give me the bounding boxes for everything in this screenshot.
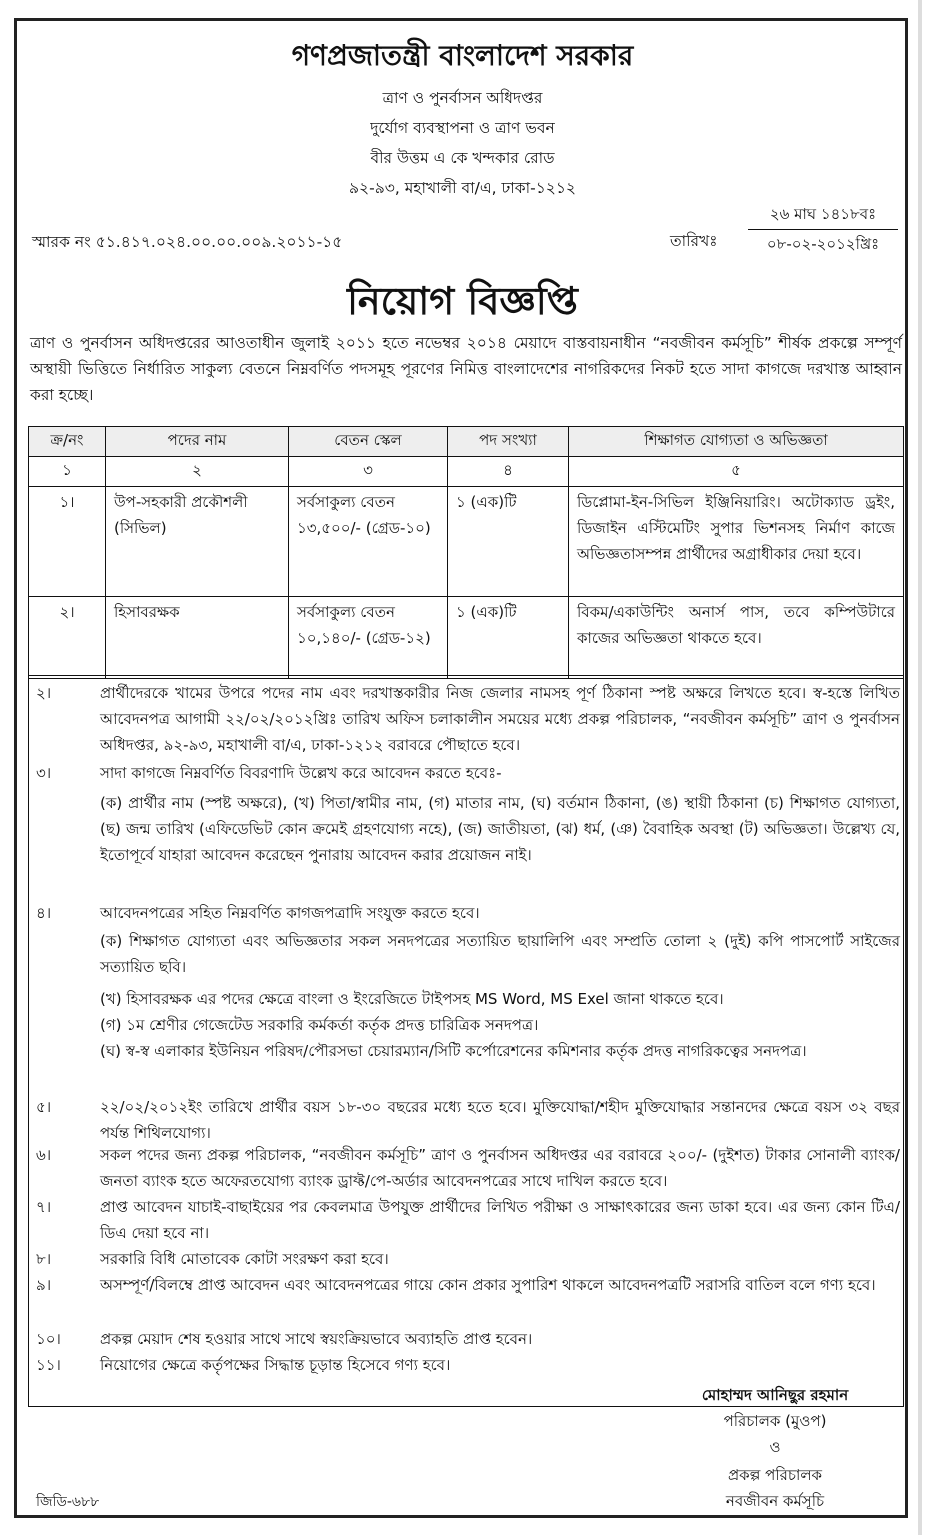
row-count: ১ (এক)টি bbox=[448, 487, 569, 597]
list-item bbox=[28, 1012, 904, 1038]
item-text: প্রকল্প মেয়াদ শেষ হওয়ার সাথে সাথে স্বয়ংক্রিয়ভাবে অব্যাহতি প্রাপ্ত হবেন। bbox=[100, 1330, 533, 1348]
list-item bbox=[28, 1038, 904, 1092]
table-row bbox=[29, 487, 904, 597]
item-text: ২২/০২/২০১২ইং তারিখে প্রার্থীর বয়স ১৮-৩০ বছরের মধ্যে হতে হবে। মুক্তিযোদ্ধা/শহীদ মুক্তিযোদ্ধার সন্তানদের ক্ষেত্রে বয়স ৩২ বছর পর্যন্ত শিথিলযোগ্য। bbox=[100, 1098, 900, 1142]
item-text: প্রার্থীদেরকে খামের উপরে পদের নাম এবং দরখাস্তকারীর নিজ জেলার নামসহ পূর্ণ ঠিকানা স্পষ্ট অক্ষরে লিখতে হবে। স্ব-হস্তে লিখিত আবেদনপত্র আগামী ২২/০২/২০১২খ্রিঃ তারিখ অফিস চলাকালীন সময়ের মধ্যে প্রকল্প পরিচালক, “নবজীবন কর্মসূচি” ত্রাণ ও পুনর্বাসন অধিদপ্তর, ৯২-৯৩, মহাখালী বা/এ, ঢাকা-১২১২ বরাবরে পৌছাতে হবে। bbox=[100, 684, 900, 754]
government-title: গণপ্রজাতন্ত্রী বাংলাদেশ সরকার bbox=[291, 39, 634, 72]
page-edge bbox=[918, 0, 922, 1535]
road-name: বীর উত্তম এ কে খন্দকার রোড bbox=[370, 149, 555, 167]
item-text: সকল পদের জন্য প্রকল্প পরিচালক, “নবজীবন কর্মসূচি” ত্রাণ ও পুনর্বাসন অধিদপ্তর এর বরাবরে ২০০/- (দুইশত) টাকার সোনালী ব্যাংক/জনতা ব্যাংক হতে অফেরতযোগ্য ব্যাংক ড্রাফ্ট/পে-অর্ডার আবেদনপত্রের সাথে দাখিল করতে হবে। bbox=[100, 1146, 900, 1190]
item-number: ১০। bbox=[36, 1330, 61, 1348]
notice-title: নিয়োগ বিজ্ঞপ্তি bbox=[347, 279, 578, 323]
signatory-conjunction: ও bbox=[769, 1438, 781, 1456]
item-text: (ঘ) স্ব-স্ব এলাকার ইউনিয়ন পরিষদ/পৌরসভা চেয়ারম্যান/সিটি কর্পোরেশনের কমিশনার কর্তৃক প্রদত্ত নাগরিকত্বের সনদপত্র। bbox=[100, 1042, 807, 1060]
signatory-role: প্রকল্প পরিচালক bbox=[727, 1466, 822, 1484]
item-number: ৪। bbox=[36, 904, 52, 922]
gd-number: জিডি-৬৮৮ bbox=[36, 1494, 100, 1510]
office-address: ৯২-৯৩, মহাখালী বা/এ, ঢাকা-১২১২ bbox=[348, 179, 576, 197]
row-qualification: বিকম/একাউন্টিং অনার্স পাস, তবে কম্পিউটারে কাজের অভিজ্ঞতা থাকতে হবে। bbox=[569, 597, 904, 679]
list-item bbox=[28, 1246, 904, 1272]
date-label: তারিখঃ bbox=[670, 232, 718, 250]
list-item bbox=[28, 790, 904, 898]
item-number: ৮। bbox=[36, 1250, 52, 1268]
list-item bbox=[28, 1352, 904, 1378]
column-number: ৫ bbox=[569, 457, 904, 487]
item-text: অসম্পূর্ণ/বিলম্বে প্রাপ্ত আবেদন এবং আবেদনপত্রের গায়ে কোন প্রকার সুপারিশ থাকলে আবেদনপত্রটি সরাসরি বাতিল বলে গণ্য হবে। bbox=[100, 1276, 876, 1294]
row-sl: ১। bbox=[29, 487, 106, 597]
item-number: ৫। bbox=[36, 1098, 52, 1116]
date-english: ০৮-০২-২০১২খ্রিঃ bbox=[748, 229, 898, 259]
column-number: ৩ bbox=[289, 457, 448, 487]
list-item bbox=[28, 1194, 904, 1248]
header-salary: বেতন স্কেল bbox=[289, 427, 448, 457]
row-salary: সর্বসাকুল্য বেতন ১৩,৫০০/- (গ্রেড-১০) bbox=[289, 487, 448, 597]
item-number: ৬। bbox=[36, 1146, 52, 1164]
row-salary: সর্বসাকুল্য বেতন ১০,১৪০/- (গ্রেড-১২) bbox=[289, 597, 448, 679]
building-name: দুর্যোগ ব্যবস্থাপনা ও ত্রাণ ভবন bbox=[370, 119, 555, 137]
item-text: (খ) হিসাবরক্ষক এর পদের ক্ষেত্রে বাংলা ও ইংরেজিতে টাইপসহ MS Word, MS Exel জানা থাকতে হবে। bbox=[100, 990, 724, 1008]
header-sl: ক্র/নং bbox=[29, 427, 106, 457]
signatory-name: মোহাম্মদ আনিছুর রহমান bbox=[701, 1386, 849, 1404]
row-sl: ২। bbox=[29, 597, 106, 679]
item-text: সরকারি বিধি মোতাবেক কোটা সংরক্ষণ করা হবে। bbox=[100, 1250, 389, 1268]
column-number: ১ bbox=[29, 457, 106, 487]
item-number: ৭। bbox=[36, 1198, 52, 1216]
signatory-designation: পরিচালক (মুওপ) bbox=[723, 1412, 827, 1430]
item-number: ২। bbox=[36, 684, 52, 702]
list-item bbox=[28, 760, 904, 788]
row-post: উপ-সহকারী প্রকৌশলী (সিভিল) bbox=[106, 487, 289, 597]
row-post: হিসাবরক্ষক bbox=[106, 597, 289, 679]
list-item bbox=[28, 986, 904, 1012]
list-item bbox=[28, 1326, 904, 1352]
item-number: ৯। bbox=[36, 1276, 52, 1294]
list-item bbox=[28, 1094, 904, 1148]
program-name: নবজীবন কর্মসূচি bbox=[725, 1492, 825, 1510]
date-bangla: ২৬ মাঘ ১৪১৮বঃ bbox=[769, 205, 877, 223]
list-item bbox=[28, 1142, 904, 1196]
item-text: (ক) প্রার্থীর নাম (স্পষ্ট অক্ষরে), (খ) পিতা/স্বামীর নাম, (গ) মাতার নাম, (ঘ) বর্তমান ঠিকানা, (ঙ) স্থায়ী ঠিকানা (চ) শিক্ষাগত যোগ্যতা, (ছ) জন্ম তারিখ (এফিডেভিট কোন ক্রমেই গ্রহণযোগ্য নহে), (জ) জাতীয়তা, (ঝ) ধর্ম, (ঞ) বৈবাহিক অবস্থা (ট) অভিজ্ঞতা। উল্লেখ্য যে, ইতোপূর্বে যাহারা আবেদন করেছেন পুনারায় আবেদন করার প্রয়োজন নাই। bbox=[100, 794, 900, 864]
table-row bbox=[29, 597, 904, 679]
item-number: ৩। bbox=[36, 764, 52, 782]
list-item bbox=[28, 928, 904, 982]
column-number: ৪ bbox=[448, 457, 569, 487]
posts-table bbox=[28, 426, 904, 679]
column-number-row bbox=[29, 457, 904, 487]
list-item bbox=[28, 900, 904, 928]
row-count: ১ (এক)টি bbox=[448, 597, 569, 679]
column-number: ২ bbox=[106, 457, 289, 487]
department-name: ত্রাণ ও পুনর্বাসন অধিদপ্তর bbox=[382, 89, 543, 107]
header-post: পদের নাম bbox=[106, 427, 289, 457]
date-block bbox=[748, 200, 898, 259]
item-text: (গ) ১ম শ্রেণীর গেজেটেড সরকারি কর্মকর্তা কর্তৃক প্রদত্ত চারিত্রিক সনদপত্র। bbox=[100, 1016, 539, 1034]
item-number: ১১। bbox=[36, 1356, 61, 1374]
item-text: (ক) শিক্ষাগত যোগ্যতা এবং অভিজ্ঞতার সকল সনদপত্রের সত্যায়িত ছায়ালিপি এবং সম্প্রতি তোলা ২ (দুই) কপি পাসপোর্ট সাইজের সত্যায়িত ছবি। bbox=[100, 932, 900, 976]
item-text: সাদা কাগজে নিম্নবর্ণিত বিবরণাদি উল্লেখ করে আবেদন করতে হবেঃ- bbox=[100, 764, 502, 782]
header-count: পদ সংখ্যা bbox=[448, 427, 569, 457]
memo-number: স্মারক নং ৫১.৪১৭.০২৪.০০.০০.০০৯.২০১১-১৫ bbox=[32, 233, 343, 251]
row-qualification: ডিপ্লোমা-ইন-সিভিল ইঞ্জিনিয়ারিং। অটোক্যাড ড্রইং, ডিজাইন এস্টিমেটিং সুপার ভিশনসহ নির্মাণ কাজে অভিজ্ঞতাসম্পন্ন প্রার্থীদের অগ্রাধীকার দেয়া হবে। bbox=[569, 487, 904, 597]
table-header-row bbox=[29, 427, 904, 457]
list-item bbox=[28, 680, 904, 760]
header-qualification: শিক্ষাগত যোগ্যতা ও অভিজ্ঞতা bbox=[569, 427, 904, 457]
item-text: প্রাপ্ত আবেদন যাচাই-বাছাইয়ের পর কেবলমাত্র উপযুক্ত প্রার্থীদের লিখিত পরীক্ষা ও সাক্ষাৎকারের জন্য ডাকা হবে। এর জন্য কোন টিএ/ডিএ দেয়া হবে না। bbox=[100, 1198, 900, 1242]
item-text: আবেদনপত্রের সহিত নিম্নবর্ণিত কাগজপত্রাদি সংযুক্ত করতে হবে। bbox=[100, 904, 480, 922]
intro-paragraph: ত্রাণ ও পুনর্বাসন অধিদপ্তরের আওতাধীন জুলাই ২০১১ হতে নভেম্বর ২০১৪ মেয়াদে বাস্তবায়নাধীন “নবজীবন কর্মসূচি” শীর্ষক প্রকল্পে সম্পূর্ণ অস্থায়ী ভিত্তিতে নির্ধারিত সাকুল্য বেতনে নিম্নবর্ণিত পদসমূহ পূরণের নিমিত্ত বাংলাদেশের নাগরিকদের নিকট হতে সাদা কাগজে দরখাস্ত আহ্বান করা হচ্ছে। bbox=[30, 334, 902, 404]
item-text: নিয়োগের ক্ষেত্রে কর্তৃপক্ষের সিদ্ধান্ত চূড়ান্ত হিসেবে গণ্য হবে। bbox=[100, 1356, 451, 1374]
list-item bbox=[28, 1272, 904, 1326]
